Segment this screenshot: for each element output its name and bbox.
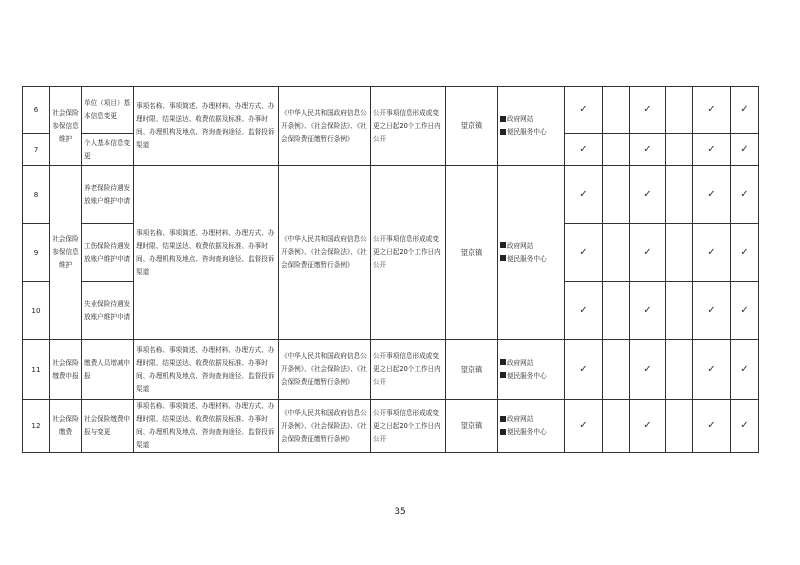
square-bullet-icon bbox=[500, 255, 506, 261]
check-icon: ✓ bbox=[565, 340, 603, 400]
channel-cell bbox=[498, 166, 565, 340]
check-icon: ✓ bbox=[630, 340, 666, 400]
empty-cell bbox=[666, 340, 693, 400]
empty-cell bbox=[666, 134, 693, 166]
check-icon: ✓ bbox=[693, 340, 731, 400]
channel-label: 政府网站 bbox=[507, 241, 534, 250]
item-cell: 个人基本信息变更 bbox=[82, 134, 134, 166]
content-cell: 事项名称、事项简述、办理材料、办理方式、办理时限、结果送达、收费依据及标准、办事时间、办理机构及地点、咨询查询途径、监督投诉渠道 bbox=[134, 340, 279, 400]
item-cell: 单位（项目）基本信息变更 bbox=[82, 87, 134, 134]
channel-label: 便民服务中心 bbox=[507, 254, 547, 263]
empty-cell bbox=[666, 224, 693, 282]
channel-label: 便民服务中心 bbox=[507, 371, 547, 380]
check-icon: ✓ bbox=[630, 87, 666, 134]
empty-cell bbox=[603, 282, 630, 340]
check-icon: ✓ bbox=[693, 166, 731, 224]
check-icon: ✓ bbox=[731, 340, 759, 400]
channel-cell bbox=[498, 400, 565, 453]
square-bullet-icon bbox=[500, 429, 506, 435]
check-icon: ✓ bbox=[731, 134, 759, 166]
square-bullet-icon bbox=[500, 372, 506, 378]
empty-cell bbox=[603, 340, 630, 400]
check-icon: ✓ bbox=[565, 400, 603, 453]
category-cell: 社会保险缴费 bbox=[50, 400, 82, 453]
content-cell: 事项名称、事项简述、办理材料、办理方式、办理时限、结果送达、收费依据及标准、办事时间、办理机构及地点、咨询查询途径、监督投诉渠道 bbox=[134, 400, 279, 453]
row-number: 9 bbox=[23, 224, 50, 282]
empty-cell bbox=[603, 134, 630, 166]
channel-label: 政府网站 bbox=[507, 115, 534, 123]
square-bullet-icon bbox=[500, 129, 506, 135]
table-row bbox=[23, 400, 759, 453]
channel-cell bbox=[498, 340, 565, 400]
check-icon: ✓ bbox=[731, 400, 759, 453]
item-cell: 缴费人员增减申报 bbox=[82, 340, 134, 400]
category-cell: 社会保险参保信息维护 bbox=[50, 166, 82, 340]
time-cell: 公开事项信息形成或变更之日起20个工作日内公开 bbox=[371, 340, 446, 400]
empty-cell bbox=[603, 87, 630, 134]
empty-cell bbox=[666, 400, 693, 453]
check-icon: ✓ bbox=[731, 224, 759, 282]
time-cell: 公开事项信息形成或变更之日起20个工作日内公开 bbox=[371, 87, 446, 166]
subject-cell: 望京镇 bbox=[446, 87, 498, 166]
check-icon: ✓ bbox=[565, 134, 603, 166]
empty-cell bbox=[603, 400, 630, 453]
basis-cell: 《中华人民共和国政府信息公开条例》、《社会保险法》、《社会保险费征缴暂行条例》 bbox=[279, 400, 371, 453]
basis-cell: 《中华人民共和国政府信息公开条例》、《社会保险法》、《社会保险费征缴暂行条例》 bbox=[279, 87, 371, 166]
check-icon: ✓ bbox=[630, 282, 666, 340]
item-cell: 失业保险待遇发放账户维护申请 bbox=[82, 282, 134, 340]
time-cell: 公开事项信息形成或变更之日起20个工作日内公开 bbox=[371, 400, 446, 453]
check-icon: ✓ bbox=[693, 87, 731, 134]
item-cell: 工伤保险待遇发放账户维护申请 bbox=[82, 224, 134, 282]
row-number: 6 bbox=[23, 87, 50, 134]
category-cell: 社会保险参保信息维护 bbox=[50, 87, 82, 166]
square-bullet-icon bbox=[500, 416, 506, 422]
check-icon: ✓ bbox=[630, 400, 666, 453]
check-icon: ✓ bbox=[731, 87, 759, 134]
content-cell: 事项名称、事项简述、办理材料、办理方式、办理时限、结果送达、收费依据及标准、办事时间、办理机构及地点、咨询查询途径、监督投诉渠道 bbox=[134, 166, 279, 340]
time-cell: 公开事项信息形成或变更之日起20个工作日内公开 bbox=[371, 166, 446, 340]
item-cell: 社会保险缴费申报与变更 bbox=[82, 400, 134, 453]
row-number: 7 bbox=[23, 134, 50, 166]
check-icon: ✓ bbox=[630, 224, 666, 282]
row-number: 10 bbox=[23, 282, 50, 340]
empty-cell bbox=[666, 87, 693, 134]
disclosure-table bbox=[22, 86, 759, 453]
empty-cell bbox=[666, 282, 693, 340]
check-icon: ✓ bbox=[693, 224, 731, 282]
basis-cell: 《中华人民共和国政府信息公开条例》、《社会保险法》、《社会保险费征缴暂行条例》 bbox=[279, 340, 371, 400]
square-bullet-icon bbox=[500, 116, 506, 122]
check-icon: ✓ bbox=[565, 282, 603, 340]
check-icon: ✓ bbox=[565, 87, 603, 134]
subject-cell: 望京镇 bbox=[446, 166, 498, 340]
empty-cell bbox=[603, 224, 630, 282]
channel-label: 政府网站 bbox=[507, 358, 534, 367]
row-number: 8 bbox=[23, 166, 50, 224]
check-icon: ✓ bbox=[630, 166, 666, 224]
check-icon: ✓ bbox=[565, 166, 603, 224]
channel-label: 便民服务中心 bbox=[507, 428, 547, 436]
check-icon: ✓ bbox=[731, 166, 759, 224]
subject-cell: 望京镇 bbox=[446, 340, 498, 400]
row-number: 11 bbox=[23, 340, 50, 400]
square-bullet-icon bbox=[500, 359, 506, 365]
channel-label: 便民服务中心 bbox=[507, 128, 547, 136]
check-icon: ✓ bbox=[731, 282, 759, 340]
basis-cell: 《中华人民共和国政府信息公开条例》、《社会保险法》、《社会保险费征缴暂行条例》 bbox=[279, 166, 371, 340]
page-number: 35 bbox=[394, 507, 406, 517]
square-bullet-icon bbox=[500, 242, 506, 248]
subject-cell: 望京镇 bbox=[446, 400, 498, 453]
category-cell: 社会保险缴费申报 bbox=[50, 340, 82, 400]
check-icon: ✓ bbox=[693, 134, 731, 166]
channel-cell bbox=[498, 87, 565, 166]
check-icon: ✓ bbox=[565, 224, 603, 282]
check-icon: ✓ bbox=[693, 282, 731, 340]
check-icon: ✓ bbox=[630, 134, 666, 166]
empty-cell bbox=[666, 166, 693, 224]
empty-cell bbox=[603, 166, 630, 224]
channel-label: 政府网站 bbox=[507, 415, 534, 423]
row-number: 12 bbox=[23, 400, 50, 453]
table-row bbox=[23, 340, 759, 400]
content-cell: 事项名称、事项简述、办理材料、办理方式、办理时限、结果送达、收费依据及标准、办事时间、办理机构及地点、咨询查询途径、监督投诉渠道 bbox=[134, 87, 279, 166]
table-row bbox=[23, 87, 759, 134]
check-icon: ✓ bbox=[693, 400, 731, 453]
item-cell: 养老保险待遇发放账户维护申请 bbox=[82, 166, 134, 224]
table-row bbox=[23, 166, 759, 224]
